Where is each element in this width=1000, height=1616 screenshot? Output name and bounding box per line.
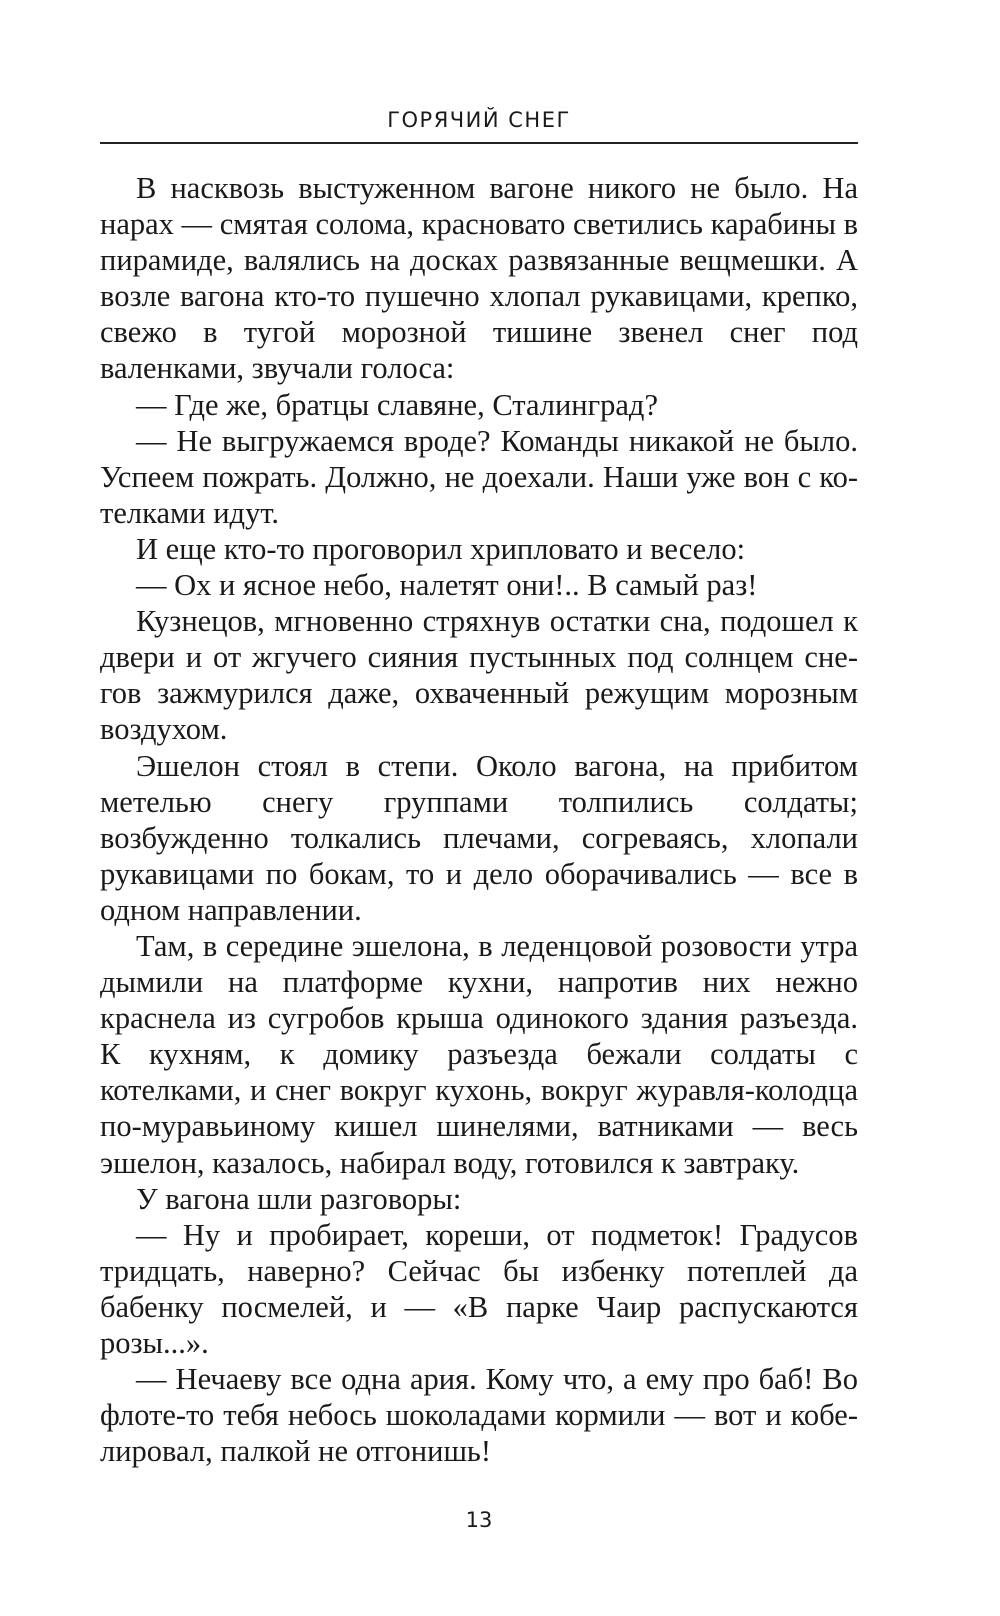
body-text xyxy=(100,170,858,1469)
paragraph: Кузнецов, мгновенно стряхнув остатки сна, подошел к двери и от жгучего сияния пустынных под солнцем снегов зажмурился даже, охваченный режущим морозным воздухом. xyxy=(100,604,858,747)
running-head-title: ГОРЯЧИЙ СНЕГ xyxy=(387,108,571,132)
paragraph: — Не выгружаемся вроде? Команды никакой не было. Успеем пожрать. Должно, не доехали. Наши уже вон с котелками идут. xyxy=(100,423,858,530)
paragraph: Там, в середине эшелона, в леденцовой розовости утра дымили на платформе кухни, напротив них нежно краснела из сугробов крыша одинокого здания разъезда. К кухням, к домику разъезда бежали солдаты с котелками, и снег вокруг кухонь, вокруг журавля-колодца по-муравьиному кишел шинелями, ватниками — весь эшелон, казалось, набирал воду, готовился к завтраку. xyxy=(100,928,858,1180)
paragraph: У вагона шли разговоры: xyxy=(136,1181,462,1216)
paragraph: Эшелон стоял в степи. Около вагона, на прибитом метелью снегу группами толпились солдаты; возбужденно толкались плечами, согреваясь, хлопали рукавицами по бокам, то и дело оборачивались — все в одном направлении. xyxy=(100,748,858,927)
paragraph: — Где же, братцы славяне, Сталинград? xyxy=(136,387,658,422)
paragraph: — Нечаеву все одна ария. Кому что, а ему про баб! Во флоте-то тебя небось шоколадами кормили — вот и кобелировал, палкой не отгонишь! xyxy=(100,1362,858,1469)
paragraph: — Ну и пробирает, кореши, от подметок! Градусов тридцать, наверно? Сейчас бы избенку потеплей да бабенку посмелей, и — «В парке Чаир распускаются розы...». xyxy=(100,1217,858,1360)
paragraph: И еще кто-то проговорил хрипловато и весело: xyxy=(136,531,746,566)
page-number: 13 xyxy=(465,1508,493,1532)
paragraph: — Ох и ясное небо, налетят они!.. В самый раз! xyxy=(136,568,758,603)
paragraph: В насквозь выстуженном вагоне никого не было. На нарах — смятая солома, красновато светились карабины в пирамиде, валялись на досках развязанные вещмешки. А возле вагона кто-то пушечно хлопал рукавицами, крепко, свежо в тугой морозной тишине звенел снег под валенками, звучали голоса: xyxy=(100,171,858,386)
header-rule xyxy=(100,142,858,144)
